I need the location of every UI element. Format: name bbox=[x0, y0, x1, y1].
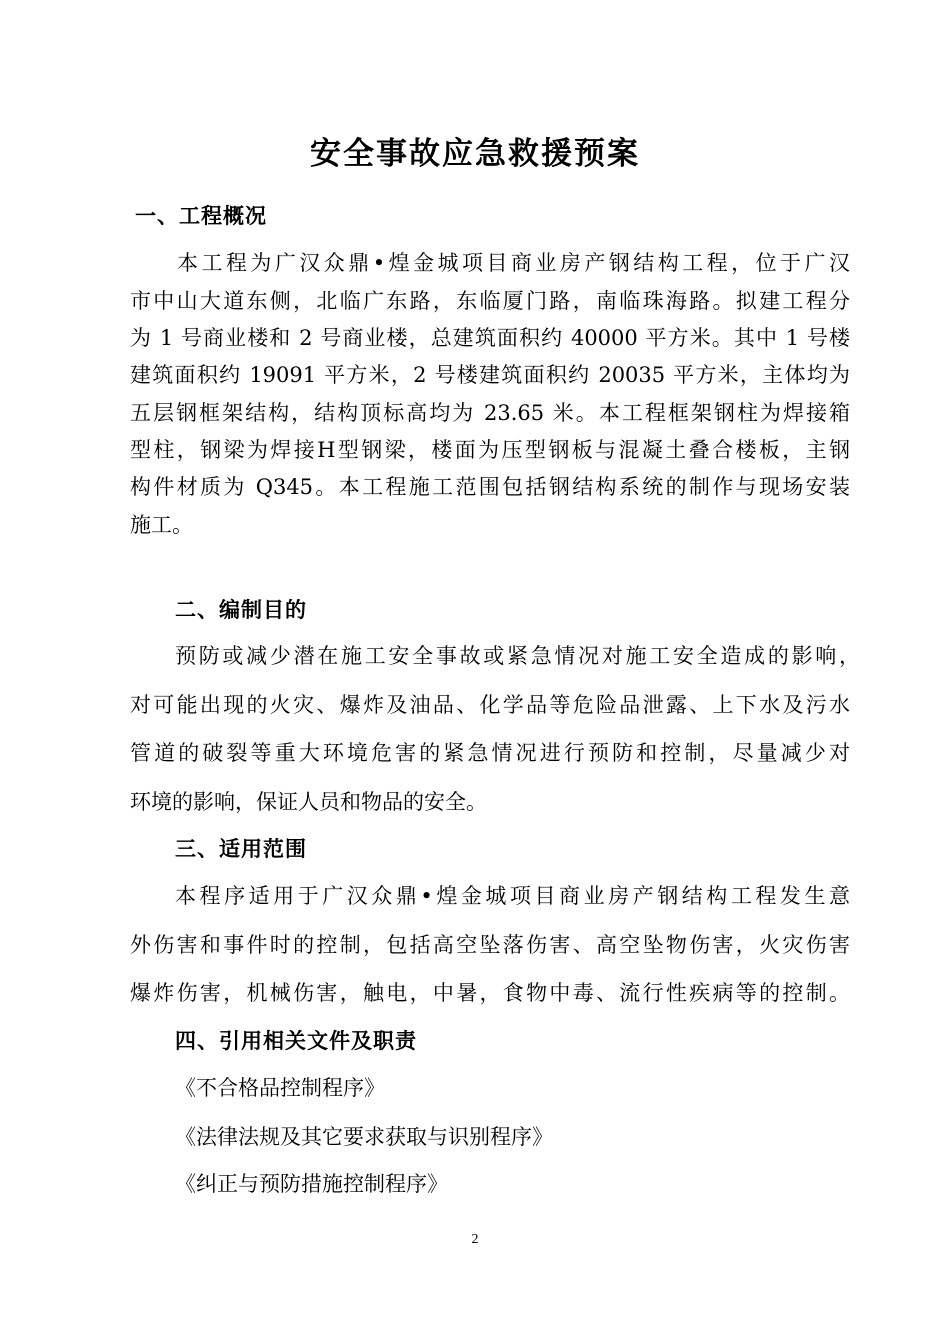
section-heading-overview: 一、工程概况 bbox=[135, 204, 267, 228]
paragraph-line: 管道的破裂等重大环境危害的紧急情况进行预防和控制，尽量减少对 bbox=[130, 741, 850, 765]
document-title: 安全事故应急救援预案 bbox=[310, 136, 640, 172]
paragraph-line: 外伤害和事件时的控制，包括高空坠落伤害、高空坠物伤害，火灾伤害 bbox=[130, 933, 850, 957]
section-heading-scope: 三、适用范围 bbox=[175, 837, 307, 861]
paragraph-line: 型柱，钢梁为焊接H型钢梁，楼面为压型钢板与混凝土叠合楼板，主钢 bbox=[130, 438, 850, 462]
paragraph-line: 环境的影响，保证人员和物品的安全。 bbox=[130, 790, 487, 814]
reference-item: 《纠正与预防措施控制程序》 bbox=[175, 1172, 448, 1196]
paragraph-line: 建筑面积约 19091 平方米，2 号楼建筑面积约 20035 平方米，主体均为 bbox=[130, 363, 850, 387]
paragraph-line: 预防或减少潜在施工安全事故或紧急情况对施工安全造成的影响， bbox=[175, 644, 860, 668]
page-number: 2 bbox=[471, 1232, 479, 1247]
paragraph-line: 施工。 bbox=[130, 513, 193, 537]
paragraph-line: 对可能出现的火灾、爆炸及油品、化学品等危险品泄露、上下水及污水 bbox=[130, 693, 850, 717]
section-heading-references: 四、引用相关文件及职责 bbox=[175, 1029, 417, 1053]
section-heading-purpose: 二、编制目的 bbox=[175, 598, 307, 622]
paragraph-line: 本工程为广汉众鼎•煌金城项目商业房产钢结构工程，位于广汉 bbox=[177, 251, 850, 275]
paragraph-line: 五层钢框架结构，结构顶标高均为 23.65 米。本工程框架钢柱为焊接箱 bbox=[130, 401, 850, 425]
paragraph-line: 构件材质为 Q345。本工程施工范围包括钢结构系统的制作与现场安装 bbox=[130, 475, 850, 499]
paragraph-line: 为 1 号商业楼和 2 号商业楼，总建筑面积约 40000 平方米。其中 1 号楼 bbox=[130, 326, 850, 350]
paragraph-line: 本程序适用于广汉众鼎•煌金城项目商业房产钢结构工程发生意 bbox=[175, 884, 850, 908]
paragraph-line: 爆炸伤害，机械伤害，触电，中暑，食物中毒、流行性疾病等的控制。 bbox=[130, 981, 850, 1005]
reference-item: 《法律法规及其它要求获取与识别程序》 bbox=[175, 1125, 553, 1149]
reference-item: 《不合格品控制程序》 bbox=[175, 1076, 385, 1100]
paragraph-line: 市中山大道东侧，北临广东路，东临厦门路，南临珠海路。拟建工程分 bbox=[130, 289, 850, 313]
